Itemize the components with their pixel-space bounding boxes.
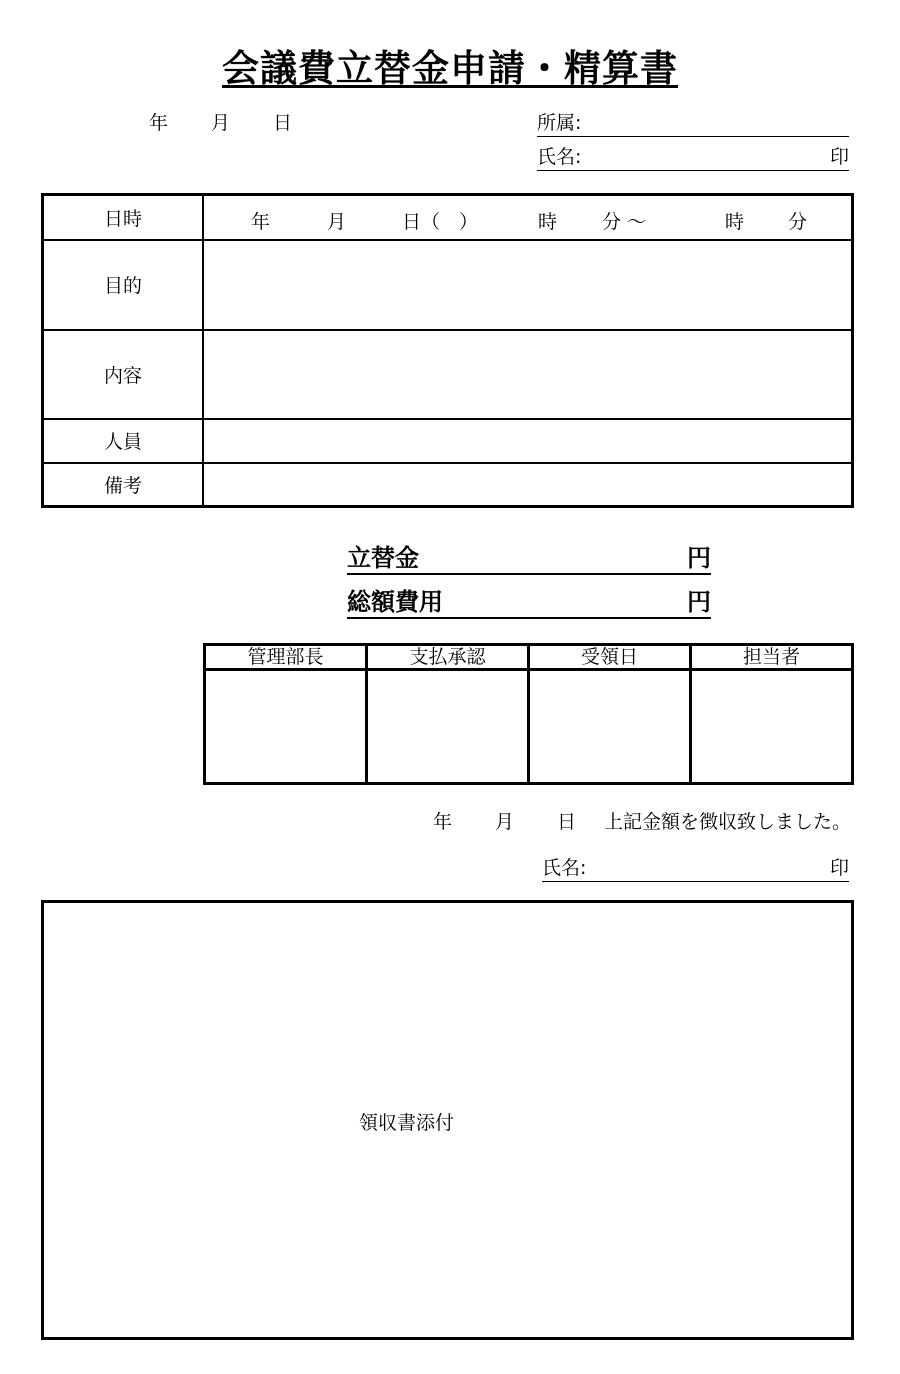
row-content — [43, 330, 853, 419]
applicant-seal: 印 — [829, 146, 849, 168]
approval-header-staff: 担当者 — [691, 645, 853, 670]
header-date-year: 年 — [149, 112, 169, 134]
approval-header-row — [205, 645, 853, 670]
row-purpose — [43, 240, 853, 330]
approval-header-payment: 支払承認 — [367, 645, 529, 670]
stamp-manager[interactable] — [205, 670, 367, 784]
content-field[interactable] — [203, 330, 853, 419]
stamp-payment[interactable] — [367, 670, 529, 784]
receipt-month: 月 — [495, 811, 515, 833]
dt-minute-end: 分 — [788, 211, 808, 233]
label-purpose: 目的 — [43, 240, 204, 330]
stamp-received-date[interactable] — [529, 670, 691, 784]
dt-month: 月 — [327, 211, 347, 233]
approval-header-received-date: 受領日 — [529, 645, 691, 670]
dt-hour-start: 時 — [538, 211, 558, 233]
affiliation-field[interactable] — [537, 108, 849, 137]
approval-table — [203, 643, 854, 785]
dt-day: 日（ ） — [402, 211, 479, 233]
dt-hour-end: 時 — [725, 211, 745, 233]
row-attendees — [43, 419, 853, 463]
label-datetime: 日時 — [43, 195, 204, 240]
advance-label: 立替金 — [347, 544, 419, 572]
total-label: 総額費用 — [347, 588, 443, 616]
label-attendees: 人員 — [43, 419, 204, 463]
total-cost-field[interactable] — [347, 582, 711, 619]
advance-amount-field[interactable] — [347, 538, 711, 575]
page-title: 会議費立替金申請・精算書 — [222, 47, 678, 90]
receipt-attachment-label: 領収書添付 — [358, 1112, 454, 1134]
stamp-staff[interactable] — [691, 670, 853, 784]
receiver-name-label: 氏名: — [542, 857, 587, 879]
applicant-name-field[interactable] — [537, 142, 849, 171]
total-unit: 円 — [687, 588, 711, 616]
header-date-day: 日 — [273, 112, 293, 134]
row-datetime — [43, 195, 853, 240]
label-content: 内容 — [43, 330, 204, 419]
receipt-year: 年 — [433, 811, 453, 833]
dt-minute-start: 分 〜 — [602, 211, 647, 233]
approval-header-manager: 管理部長 — [205, 645, 367, 670]
header-date-month: 月 — [211, 112, 231, 134]
purpose-field[interactable] — [203, 240, 853, 330]
receipt-statement: 上記金額を徴収致しました。 — [604, 811, 852, 833]
row-remarks — [43, 463, 853, 507]
affiliation-label: 所属: — [537, 112, 582, 134]
advance-unit: 円 — [687, 544, 711, 572]
meeting-details-table — [41, 193, 854, 508]
approval-stamp-row — [205, 670, 853, 784]
remarks-field[interactable] — [203, 463, 853, 507]
label-remarks: 備考 — [43, 463, 204, 507]
receiver-name-field[interactable] — [542, 853, 849, 882]
receipt-day: 日 — [557, 811, 577, 833]
receiver-seal: 印 — [829, 857, 849, 879]
applicant-name-label: 氏名: — [537, 146, 582, 168]
attendees-field[interactable] — [203, 419, 853, 463]
datetime-field[interactable] — [203, 195, 853, 240]
dt-year: 年 — [251, 211, 271, 233]
